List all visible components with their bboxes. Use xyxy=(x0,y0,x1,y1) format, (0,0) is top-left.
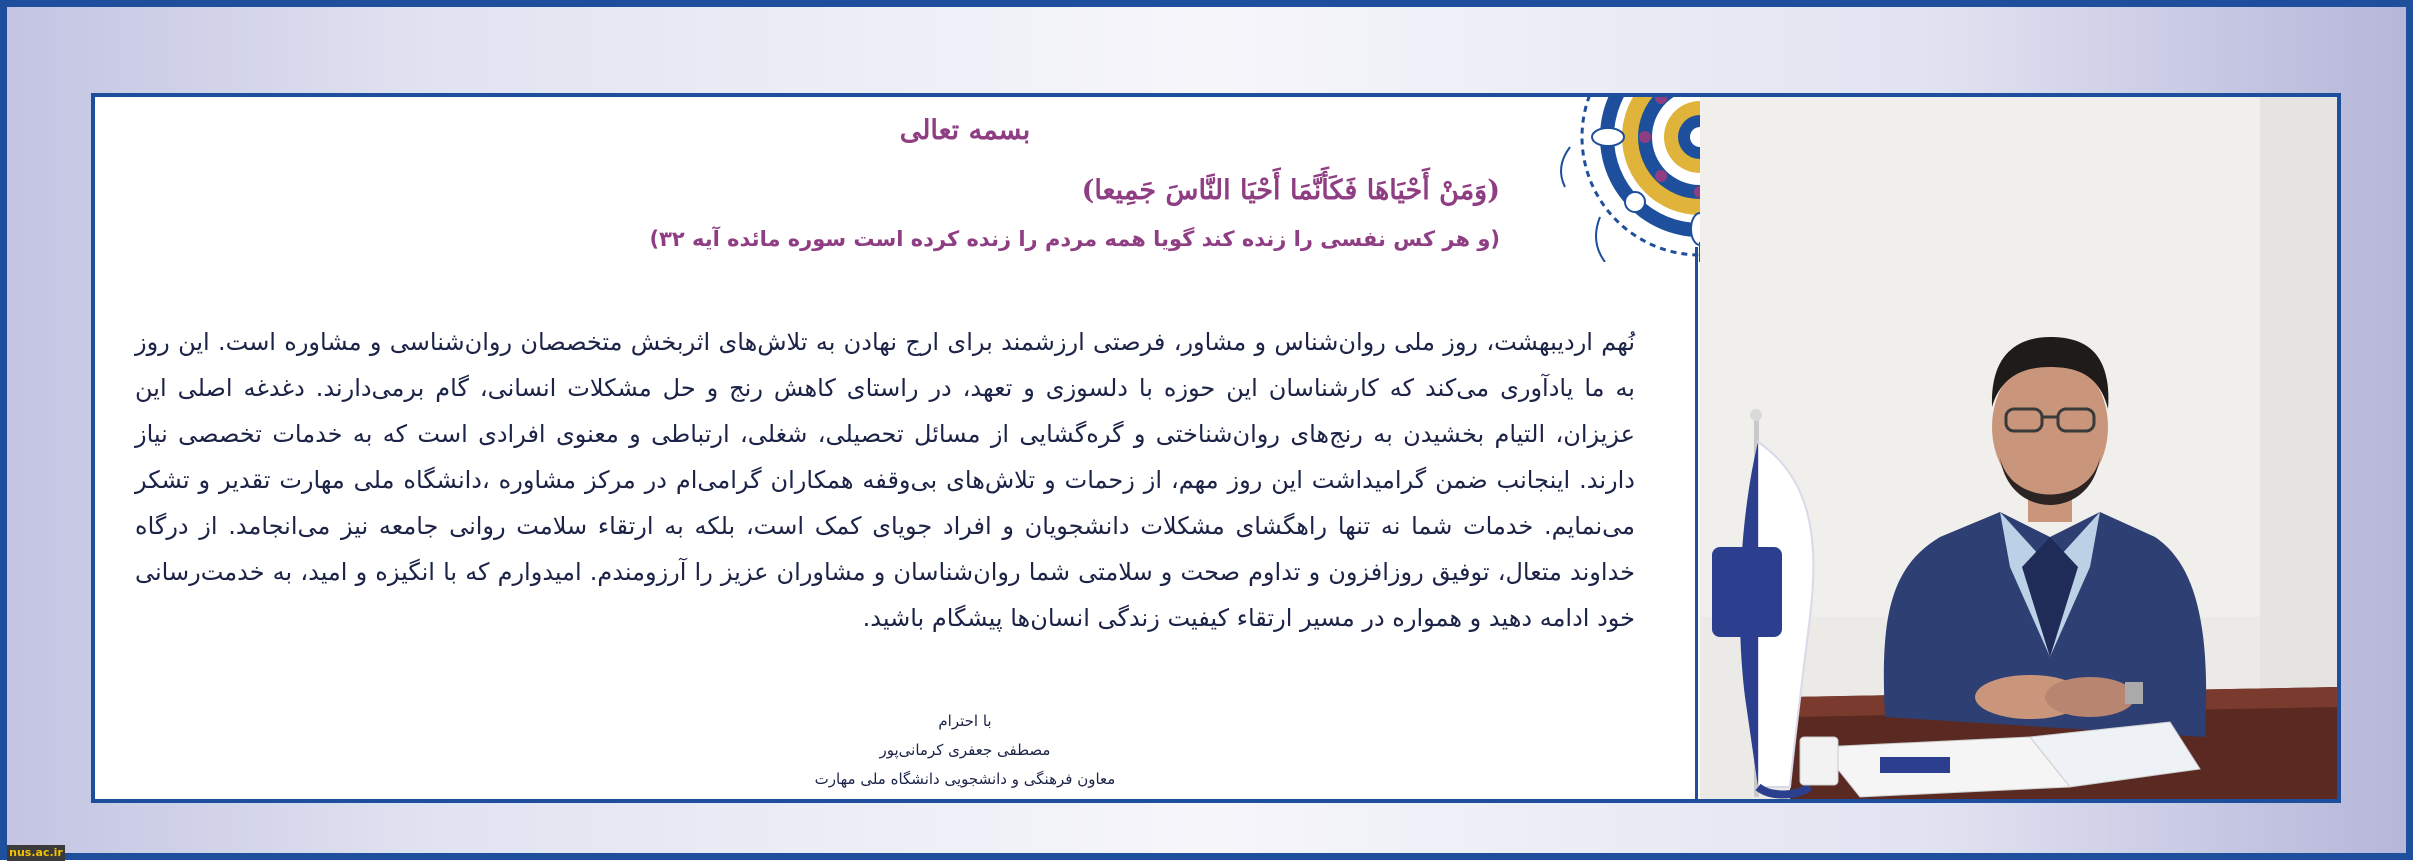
column-divider xyxy=(1695,247,1698,803)
signer-name: مصطفی جعفری کرمانی‌پور xyxy=(879,741,1051,759)
verse-translation: (و هر کس نفسی را زنده کند گویا همه مردم را زنده کرده است سوره مائده آیه ۳۲) xyxy=(649,227,1500,251)
letter-body xyxy=(135,319,1635,641)
portrait-photo xyxy=(1700,97,2340,803)
page-title: بسمه تعالی xyxy=(899,115,1031,146)
signer-position: معاون فرهنگی و دانشجویی دانشگاه ملی مهارت xyxy=(814,770,1116,788)
site-logo-tag[interactable]: nus.ac.ir xyxy=(7,845,65,861)
quran-verse: (وَمَنْ أَحْيَاهَا فَكَأَنَّمَا أَحْيَا النَّاسَ جَمِيعا) xyxy=(1081,175,1500,206)
letter-paragraph-2: اینجانب ضمن گرامیداشت این روز مهم، از زحمات و تلاش‌های بی‌وقفه همکاران گرامی‌ام در مرکز مشاوره ،دانشگاه ملی مهارت تقدیر و تشکر می‌نمایم. خدمات شما نه تنها راهگشای مشکلات دانشجویان و افراد جویای کمک است، بلکه به ارتقاء سلامت روانی جامعه نیز می‌انجامد. از درگاه خداوند متعال، توفیق روزافزون و تداوم صحت و سلامتی شما روان‌شناسان و مشاوران عزیز را آرزومندم. امیدوارم که با انگیزه و امید، به خدمت‌رسانی خود ادامه دهید و همواره در مسیر ارتقاء کیفیت زندگی انسان‌ها پیشگام باشید. xyxy=(135,466,1635,632)
letter-paragraph-1: نُهم اردیبهشت، روز ملی روان‌شناس و مشاور، فرصتی ارزشمند برای ارج نهادن به تلاش‌های اثربخش متخصصان روان‌شناسی و مشاوره است. این روز به ما یادآوری می‌کند که کارشناسان این حوزه با دلسوزی و تعهد، در راستای کاهش رنج و حل مشکلات انسانی، گام برمی‌دارند. دغدغه اصلی این عزیزان، التیام بخشیدن به رنج‌های روان‌شناختی و گره‌گشایی از مسائل تحصیلی، شغلی، ارتباطی و معنوی افرادی است که به خدمات تخصصی نیاز دارند. xyxy=(135,328,1635,494)
signature-block xyxy=(775,707,1155,794)
letter-text xyxy=(135,97,1635,803)
closing-regards: با احترام xyxy=(938,712,992,730)
message-card xyxy=(91,93,2341,803)
